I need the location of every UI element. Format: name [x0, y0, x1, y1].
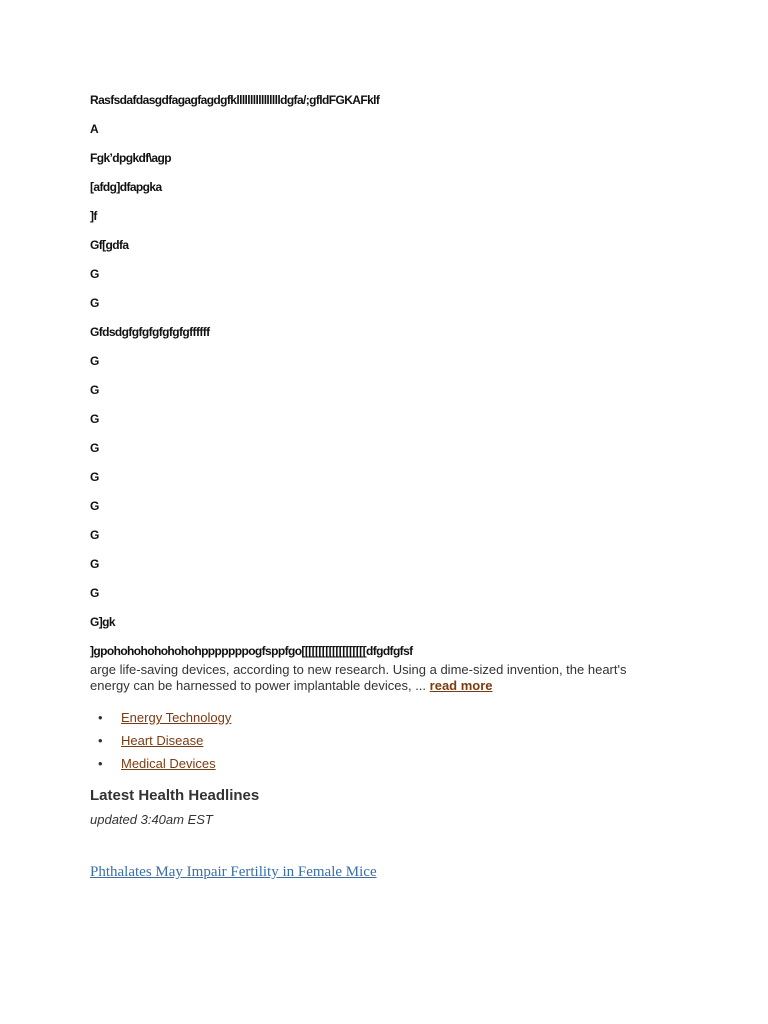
read-more-link[interactable]: read more	[429, 678, 493, 693]
text-line: G	[90, 296, 99, 310]
text-line: G	[90, 499, 99, 513]
text-line: Fgk’dpgkdf\agp	[90, 151, 171, 165]
topic-tag-list	[90, 710, 690, 779]
text-line: G	[90, 441, 99, 455]
list-item	[90, 733, 690, 756]
text-line: G]gk	[90, 615, 115, 629]
headline-link[interactable]: Phthalates May Impair Fertility in Female Mice	[90, 864, 377, 880]
text-line: [afdg]dfapgka	[90, 180, 162, 194]
text-line: ]gpohohohohohohohpppppppogfsppfgo[[[[[[[[[[[[[[[[[[[dfgdfgfsf	[90, 644, 413, 658]
text-line: G	[90, 586, 99, 600]
text-line: G	[90, 412, 99, 426]
text-line: Gfdsdgfgfgfgfgfgfgffffff	[90, 325, 210, 339]
updated-timestamp: updated 3:40am EST	[90, 812, 213, 827]
text-line: G	[90, 354, 99, 368]
text-line: G	[90, 470, 99, 484]
text-line: ]f	[90, 209, 97, 223]
bullet-icon: •	[98, 710, 103, 725]
topic-link-medical-devices[interactable]: Medical Devices	[121, 756, 216, 771]
text-line: G	[90, 383, 99, 397]
section-title: Latest Health Headlines	[90, 787, 260, 804]
bullet-icon: •	[98, 733, 103, 748]
topic-link-heart-disease[interactable]: Heart Disease	[121, 733, 204, 748]
list-item	[90, 756, 690, 779]
text-line: Rasfsdafdasgdfagagfagdgfklllllllllllllllldgfa/;gfldFGKAFklf	[90, 93, 380, 107]
bullet-icon: •	[98, 756, 103, 771]
document-page	[90, 92, 690, 882]
list-item	[90, 710, 690, 733]
text-line: G	[90, 557, 99, 571]
text-line: Gf[gdfa	[90, 238, 129, 252]
gibberish-block	[90, 92, 690, 672]
snippet-text: arge life-saving devices, according to new research. Using a dime-sized invention, the heart's energy can be harnessed to power implantable devices, ...	[90, 662, 627, 693]
text-line: G	[90, 528, 99, 542]
article-snippet	[90, 662, 650, 694]
text-line: A	[90, 122, 99, 136]
topic-link-energy-technology[interactable]: Energy Technology	[121, 710, 232, 725]
text-line: G	[90, 267, 99, 281]
